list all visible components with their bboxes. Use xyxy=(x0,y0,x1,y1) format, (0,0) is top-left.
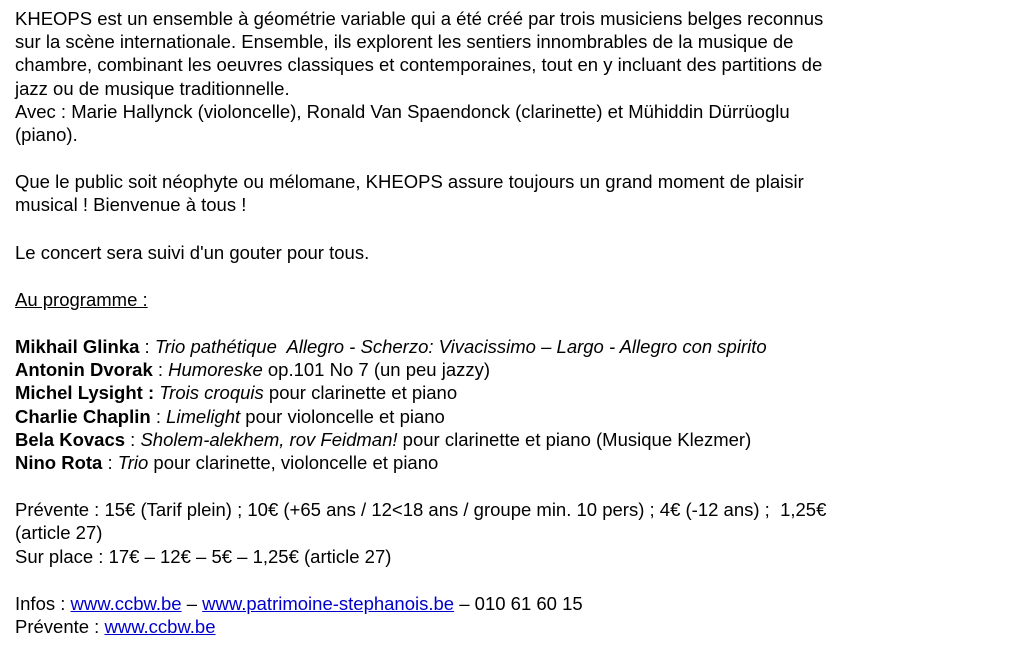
text-run: (article 27) xyxy=(15,522,103,544)
text-run: : xyxy=(102,452,118,474)
link-patrimoine-stephanois[interactable]: www.patrimoine-stephanois.be xyxy=(202,592,455,614)
text-run: : xyxy=(139,336,155,358)
text-run: Bela Kovacs xyxy=(15,428,126,450)
text-run: Trois croquis xyxy=(159,382,264,404)
text-run: – xyxy=(181,592,203,614)
text-line xyxy=(15,53,1009,76)
paragraph-contact xyxy=(15,592,1009,638)
text-run: : xyxy=(152,359,169,381)
text-run: Le concert sera suivi d'un gouter pour tous. xyxy=(15,241,370,263)
link-ccbw-prevente[interactable]: www.ccbw.be xyxy=(104,616,216,638)
paragraph-program-list xyxy=(15,335,1009,474)
text-run: chambre, combinant les oeuvres classiques et contemporaines, tout en y incluant des partitions de xyxy=(15,54,823,76)
text-run: sur la scène internationale. Ensemble, ils explorent les sentiers innombrables de la musique de xyxy=(15,31,794,53)
text-line xyxy=(15,170,1009,193)
text-line xyxy=(15,7,1009,30)
text-run: – 010 61 60 15 xyxy=(454,592,583,614)
text-line xyxy=(15,123,1009,146)
text-line xyxy=(15,358,1009,381)
text-run: Charlie Chaplin xyxy=(15,405,151,427)
text-run: Humoreske xyxy=(168,359,263,381)
text-run: Antonin Dvorak xyxy=(15,359,153,381)
text-run: Au programme : xyxy=(15,288,148,310)
text-line xyxy=(15,77,1009,100)
text-run: Prévente : 15€ (Tarif plein) ; 10€ (+65 ans / 12<18 ans / groupe min. 10 pers) ; 4€ (-12 ans) ; 1,25€ xyxy=(15,499,827,521)
text-line xyxy=(15,428,1009,451)
text-run: Trio pathétique Allegro - Scherzo: Vivacissimo – Largo - Allegro con spirito xyxy=(154,336,767,358)
text-line xyxy=(15,100,1009,123)
text-line xyxy=(15,521,1009,544)
text-run: (piano). xyxy=(15,124,78,146)
text-run: Sholem-alekhem, rov Feidman! xyxy=(140,428,398,450)
text-run: Avec : Marie Hallynck (violoncelle), Ronald Van Spaendonck (clarinette) et Mühiddin Dürrüoglu xyxy=(15,100,790,122)
paragraph-prices xyxy=(15,498,1009,568)
text-run: pour clarinette, violoncelle et piano xyxy=(148,452,439,474)
paragraph-program-heading xyxy=(15,288,1009,311)
text-run: pour clarinette et piano (Musique Klezmer) xyxy=(397,428,752,450)
link-ccbw-infos[interactable]: www.ccbw.be xyxy=(70,592,182,614)
text-run: Mikhail Glinka xyxy=(15,336,140,358)
text-run: Michel Lysight : xyxy=(15,382,155,404)
text-run: Limelight xyxy=(166,405,241,427)
text-line xyxy=(15,498,1009,521)
text-run: Nino Rota xyxy=(15,452,103,474)
text-line xyxy=(15,30,1009,53)
text-run: : xyxy=(125,428,141,450)
text-run: musical ! Bienvenue à tous ! xyxy=(15,194,247,216)
text-run: Sur place : 17€ – 12€ – 5€ – 1,25€ (article 27) xyxy=(15,545,392,567)
text-line xyxy=(15,545,1009,568)
text-run: pour violoncelle et piano xyxy=(240,405,445,427)
text-line xyxy=(15,615,1009,638)
text-line xyxy=(15,335,1009,358)
text-run: op.101 No 7 (un peu jazzy) xyxy=(262,359,491,381)
text-run: pour clarinette et piano xyxy=(263,382,458,404)
text-line xyxy=(15,193,1009,216)
text-line xyxy=(15,451,1009,474)
paragraph-welcome xyxy=(15,170,1009,216)
text-run: KHEOPS est un ensemble à géométrie variable qui a été créé par trois musiciens belges reconnus xyxy=(15,8,824,29)
text-run: Infos : xyxy=(15,592,71,614)
text-run: Trio xyxy=(117,452,149,474)
text-run: Prévente : xyxy=(15,616,105,638)
text-run: : xyxy=(150,405,167,427)
text-line xyxy=(15,241,1009,264)
paragraph-intro xyxy=(15,7,1009,146)
text-line xyxy=(15,288,1009,311)
text-line xyxy=(15,381,1009,404)
text-run: Que le public soit néophyte ou mélomane, KHEOPS assure toujours un grand moment de plaisir xyxy=(15,171,804,193)
text-line xyxy=(15,592,1009,615)
text-line xyxy=(15,405,1009,428)
text-run: jazz ou de musique traditionnelle. xyxy=(15,77,290,99)
paragraph-gouter xyxy=(15,241,1009,264)
